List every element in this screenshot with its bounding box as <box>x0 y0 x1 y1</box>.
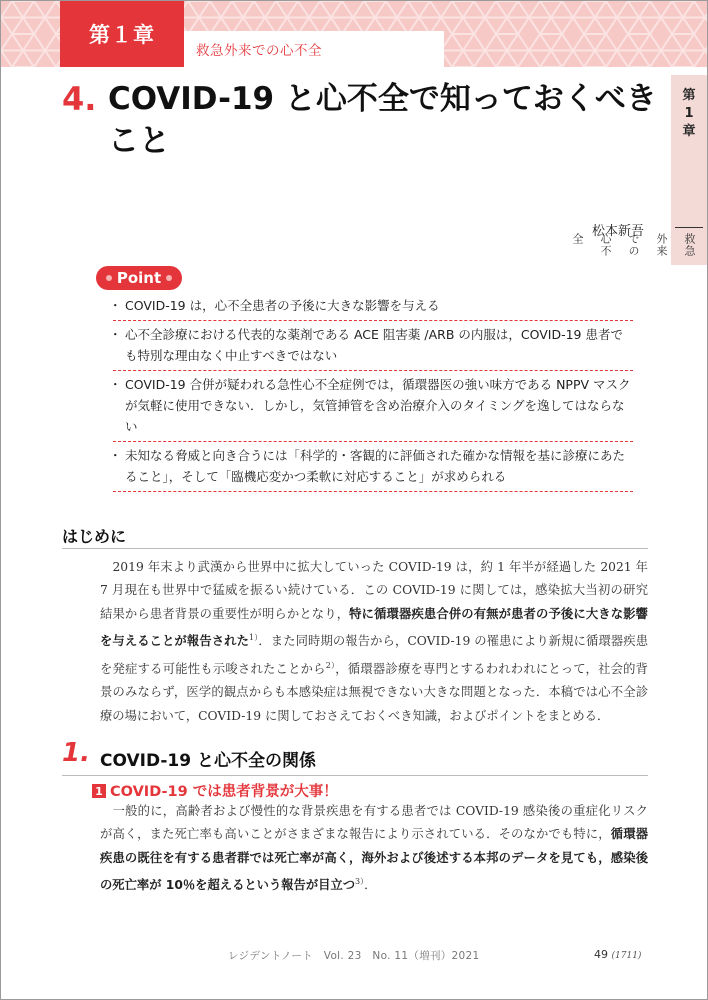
chapter-tab <box>60 1 184 67</box>
point-item: ・ COVID-19 は，心不全患者の予後に大きな影響を与える <box>113 292 633 321</box>
chapter-label: 第１章 <box>89 23 155 47</box>
side-tab-divider <box>675 227 703 228</box>
author: 松本新吾 <box>591 224 644 239</box>
side-chapter-title: 救急外来での心不全 <box>571 233 696 257</box>
point-item: ・ COVID-19 合併が疑われる急性心不全症例では，循環器医の強い味方である NPPV マスクが気軽に使用できない．しかし，気管挿管を含め治療介入のタイミングを逸してはならない <box>113 371 633 442</box>
footer-journal: レジデントノート Vol. 23 No. 11（増刊）2021 <box>228 950 480 962</box>
section-heading: COVID-19 と心不全の関係 <box>100 751 317 771</box>
section-paragraph: 一般的に，高齢者および慢性的な背景疾患を有する患者では COVID-19 感染後の重症化リスクが高く，また死亡率も高いことがさまざまな報告により示されている．そのなかでも特に，循環器疾患の既往を有する患者群では死亡率が高く，海外および後述する本邦のデータを見ても，感染後の死亡率が 10％を超えるという報告が目立つ$^{3)}$． <box>100 804 648 893</box>
article-title: COVID-19 と心不全で知っておくべきこと <box>108 81 657 159</box>
section-number: 1. <box>62 738 90 768</box>
intro-underline <box>62 548 648 549</box>
side-chapter-number: 第 1 章 <box>682 88 696 139</box>
point-item: ・ 未知なる脅威と向き合うには「科学的・客観的に評価された確かな情報を基に診療にあたること」，そして「臨機応変かつ柔軟に対応すること」が求められる <box>113 442 633 492</box>
article-number: 4. <box>62 80 97 118</box>
point-item: ・ 心不全診療における代表的な薬剤である ACE 阻害薬 /ARB の内服は，COVID-19 患者でも特別な理由なく中止すべきではない <box>113 321 633 371</box>
point-dot-left <box>106 275 112 281</box>
point-dot-right <box>166 275 172 281</box>
subsection-heading: COVID-19 では患者背景が大事！ <box>110 784 338 800</box>
footer-page-number: 49 (1711) <box>594 948 642 961</box>
point-label: Point <box>96 266 182 290</box>
point-list <box>113 292 633 492</box>
chapter-title-box <box>184 31 444 67</box>
intro-heading: はじめに <box>62 527 127 546</box>
chapter-title: 救急外来での心不全 <box>196 43 322 59</box>
subsection-number: 1 <box>92 784 106 798</box>
intro-paragraph: 2019 年末より武漢から世界中に拡大していった COVID-19 は，約 1 年半が経過した 2021 年 7 月現在も世界中で猛威を振るい続けている．この COVID-19 に関しては，感染拡大当初の研究結果から患者背景の重要性が明らかとなり，特に循環器疾患合併の有無が患者の予後に大きな影響を与えることが報告された$^{1)}$．また同時期の報告から，COVID-19 の罹患により新規に循環器疾患を発症する可能性も示唆されたことから$^{2)}$，循環器診療を専門とするわれわれにとって，社会的背景のみならず，医学的観点からも本感染症は無視できない大きな問題となった．本稿では心不全診療の場において，COVID-19 に関しておさえておくべき知識，およびポイントをまとめる． <box>100 560 649 723</box>
section-underline <box>62 775 648 776</box>
